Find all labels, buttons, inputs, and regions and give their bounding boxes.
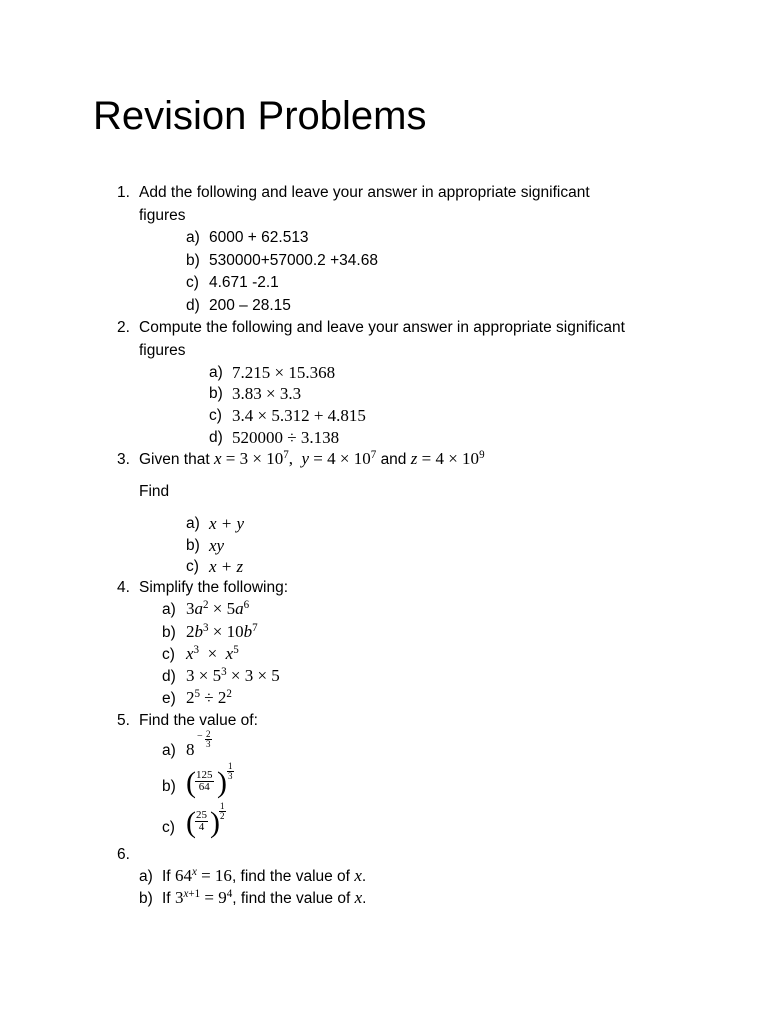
- q1-d-label: d): [186, 297, 200, 314]
- q1-a-text: 6000 + 62.513: [209, 229, 309, 246]
- question-5-number: 5.: [117, 712, 130, 729]
- q1-c-text: 4.671 -2.1: [209, 274, 279, 291]
- question-2-text: Compute the following and leave your answer in appropriate significant: [139, 319, 625, 336]
- q6-b-label: b): [139, 890, 153, 907]
- q4-b-expr: $2b^3 \times 10b^7$: [186, 621, 258, 641]
- q1-a-label: a): [186, 229, 200, 246]
- q4-c-expr: $x^3 \times x^5$: [186, 643, 239, 663]
- q5-c-label: c): [162, 819, 175, 836]
- question-1-text: Add the following and leave your answer in appropriate significant: [139, 184, 590, 201]
- q3-b-expr: xy: [209, 536, 225, 555]
- q5-a-label: a): [162, 742, 176, 759]
- q2-d-expr: 520000 ÷ 3.138: [232, 428, 340, 447]
- q2-c-label: c): [209, 407, 222, 424]
- q1-d-text: 200 – 28.15: [209, 297, 291, 314]
- question-3-find: Find: [139, 483, 170, 500]
- q4-c-label: c): [162, 646, 175, 663]
- question-1-text-cont: figures: [139, 207, 186, 224]
- q4-b-label: b): [162, 624, 176, 641]
- q4-a-expr: $3a^2 \times 5a^6$: [186, 598, 250, 618]
- q6-b-text: If $3^{x+1} = 9^4$, find the value of x.: [162, 887, 367, 907]
- q4-e-label: e): [162, 690, 176, 707]
- q4-e-expr: $2^5 \div 2^2$: [186, 687, 232, 707]
- q3-a-expr: x + y: [209, 514, 245, 533]
- q4-a-label: a): [162, 601, 176, 618]
- q5-b-label: b): [162, 778, 176, 795]
- question-2-text-cont: figures: [139, 342, 186, 359]
- q2-d-label: d): [209, 429, 223, 446]
- q3-x-def: $x = 3 \times 10^7$, $y = 4 \times 10^7$: [213, 448, 377, 468]
- question-6-number: 6.: [117, 846, 130, 863]
- q3-c-label: c): [186, 558, 199, 575]
- question-3-number: 3.: [117, 451, 130, 468]
- q3-b-label: b): [186, 537, 200, 554]
- q2-a-label: a): [209, 364, 223, 381]
- question-4-number: 4.: [117, 579, 130, 596]
- q3-z-def: $z = 4 \times 10^9$: [410, 448, 485, 468]
- q2-b-label: b): [209, 385, 223, 402]
- q4-d-expr: $3 \times 5^3 \times 3 \times 5$: [186, 665, 280, 685]
- question-5-text: Find the value of:: [139, 712, 258, 729]
- q2-a-expr: 7.215 × 15.368: [232, 363, 336, 382]
- q3-a-label: a): [186, 515, 200, 532]
- q1-b-text: 530000+57000.2 +34.68: [209, 252, 378, 269]
- q2-b-expr: 3.83 × 3.3: [232, 384, 302, 403]
- q3-c-expr: x + z: [209, 557, 244, 576]
- q2-c-expr: 3.4 × 5.312 + 4.815: [232, 406, 366, 425]
- question-3-given: Given that $x = 3 \times 10^7$, $y = 4 \times 10^7$ and $z = 4 \times 10^9$: [139, 448, 485, 468]
- q1-c-label: c): [186, 274, 199, 291]
- question-4-text: Simplify the following:: [139, 579, 289, 596]
- page-title: Revision Problems: [93, 94, 427, 138]
- q6-a-text: If $64^x = 16$, find the value of x.: [162, 865, 367, 885]
- question-2-number: 2.: [117, 319, 130, 336]
- question-1-number: 1.: [117, 184, 130, 201]
- q1-b-label: b): [186, 252, 200, 269]
- q4-d-label: d): [162, 668, 176, 685]
- q6-a-label: a): [139, 868, 153, 885]
